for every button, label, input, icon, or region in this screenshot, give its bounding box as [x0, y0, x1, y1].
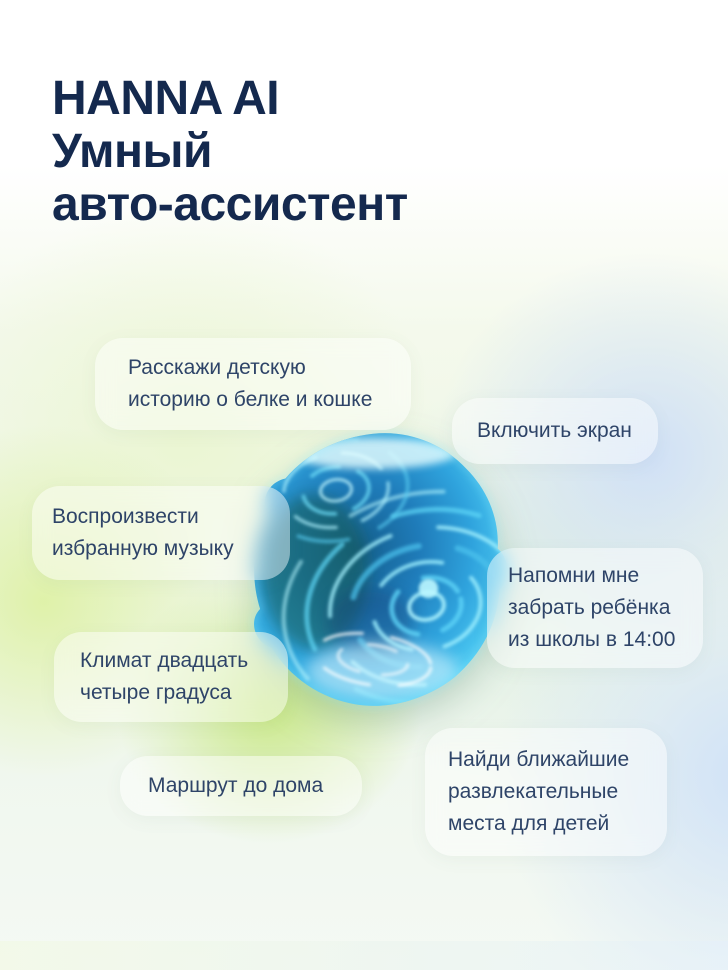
bubble-text-line: четыре градуса — [80, 681, 232, 704]
voice-command-bubble-screen — [452, 398, 658, 464]
bubble-text-line: забрать ребёнка — [508, 596, 671, 619]
footer-gradient-band — [0, 941, 728, 970]
bubble-text-line: историю о белке и кошке — [128, 388, 373, 411]
page-title — [52, 72, 408, 231]
voice-command-bubble-reminder — [487, 548, 703, 668]
bubble-text-line: Включить экран — [477, 419, 632, 442]
title-line-assistant: авто-ассистент — [52, 178, 408, 231]
bubble-text-line: Расскажи детскую — [128, 356, 306, 379]
bubble-text-line: места для детей — [448, 812, 610, 835]
voice-command-bubble-places — [425, 728, 667, 856]
bubble-text-line: избранную музыку — [52, 537, 234, 560]
bubble-text-line: Климат двадцать — [80, 649, 249, 672]
bubble-text-line: Найди ближайшие — [448, 748, 630, 771]
voice-command-bubble-climate — [54, 632, 288, 722]
bubble-text-line: Воспроизвести — [52, 505, 199, 528]
title-line-brand: HANNA AI — [52, 72, 280, 125]
bubble-text-line: Маршрут до дома — [148, 774, 324, 797]
bubble-text-line: Напомни мне — [508, 564, 640, 587]
voice-command-bubble-route — [120, 756, 362, 816]
bubble-text-line: из школы в 14:00 — [508, 628, 676, 651]
title-line-smart: Умный — [52, 125, 212, 178]
bubble-text-line: развлекательные — [448, 780, 619, 803]
voice-command-bubble-story — [95, 338, 411, 430]
voice-command-bubble-music — [32, 486, 290, 580]
